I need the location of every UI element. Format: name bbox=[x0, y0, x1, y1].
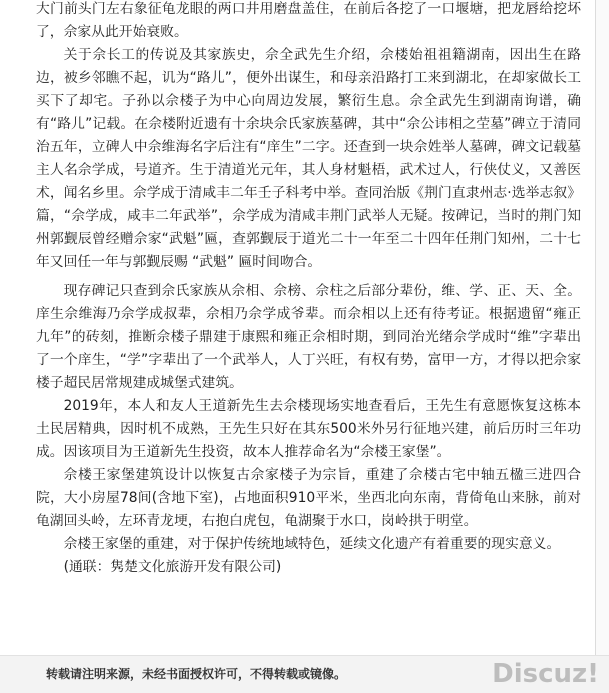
article-paragraph: 2019年，本人和友人王道新先生去佘楼现场实地查看后，王先生有意愿恢复这栋本土民居精典，因时机不成熟，王先生只好在其东500米外另行征地兴建，前后历时三年功成。因该项目为王道新先生投资，故本人推荐命名为“佘楼王家堡”。 bbox=[36, 398, 581, 460]
article-body bbox=[36, 0, 581, 579]
article-paragraph: 关于佘长工的传说及其家族史，佘全武先生介绍，佘楼始祖祖籍湖南，因出生在路边，被乡邻瞧不起，讥为“路儿”，便外出谋生，和母亲沿路打工来到湖北，在却家做长工买下了却宅。子孙以佘楼子为中心向周边发展，繁衍生息。佘全武先生到湖南询谱，确有“路儿”记载。在佘楼附近遗有十余块佘氏家族墓碑，其中“佘公讳相之茔墓”碑立于清同治五年，立碑人中佘维海名字后注有“庠生”二字。还查到一块佘姓举人墓碑，碑文记载墓主人名佘学成，号道齐。生于清道光元年，其人身材魁梧，武术过人，行侠仗义，又善医术，闻名乡里。佘学成于清咸丰二年壬子科考中举。查同治版《荆门直隶州志·选举志叙》篇，“佘学成，咸丰二年武举”，佘学成为清咸丰荆门武举人无疑。按碑记，当时的荆门知州郭觐辰曾经赠佘家“武魁”匾，查郭觐辰于道光二十一年至二十四年任荆门知州，二十七年又回任一年与郭觐辰赐 “武魁” 匾时间吻合。 bbox=[36, 47, 581, 270]
article-paragraph: 大门前头门左右象征龟龙眼的两口井用磨盘盖住，在前后各挖了一口堰塘，把龙唇给挖坏了，佘家从此开始衰败。 bbox=[36, 1, 581, 40]
article-paragraph: (通联：隽楚文化旅游开发有限公司) bbox=[63, 559, 282, 575]
discuz-watermark-logo: Discuz! bbox=[492, 659, 599, 689]
article-paragraph: 现存碑记只查到佘氏家族从佘相、佘榜、佘柱之后部分辈份，维、学、正、天、全。庠生佘维海乃佘学成叔辈，佘相乃佘学成爷辈。而佘相以上还有待考证。根据遗留“雍正九年”的砖刻，推断佘楼子鼎建于康熙和雍正佘相时期，到同治光绪佘学成时“维”字辈出了一个庠生，“学”字辈出了一个武举人，人丁兴旺，有权有势，富甲一方，才得以把佘家楼子超民居常规建成城堡式建筑。 bbox=[36, 283, 581, 391]
article-paragraph: 佘楼王家堡的重建，对于保护传统地域特色，延续文化遗产有着重要的现实意义。 bbox=[63, 536, 561, 552]
scrollbar-track[interactable] bbox=[596, 0, 609, 655]
copyright-notice: 转载请注明来源，未经书面授权许可，不得转载或镜像。 bbox=[46, 667, 347, 681]
copyright-notice-bar bbox=[0, 655, 609, 693]
article-paragraph: 佘楼王家堡建筑设计以恢复古佘家楼子为宗旨，重建了佘楼古宅中轴五楹三进四合院，大小房屋78间(含地下室)，占地面积910平米，坐西北向东南，背倚龟山来脉，前对龟湖回头岭，左环青龙埂，右抱白虎包，龟湖聚于水口，岗岭拱于明堂。 bbox=[36, 467, 581, 529]
